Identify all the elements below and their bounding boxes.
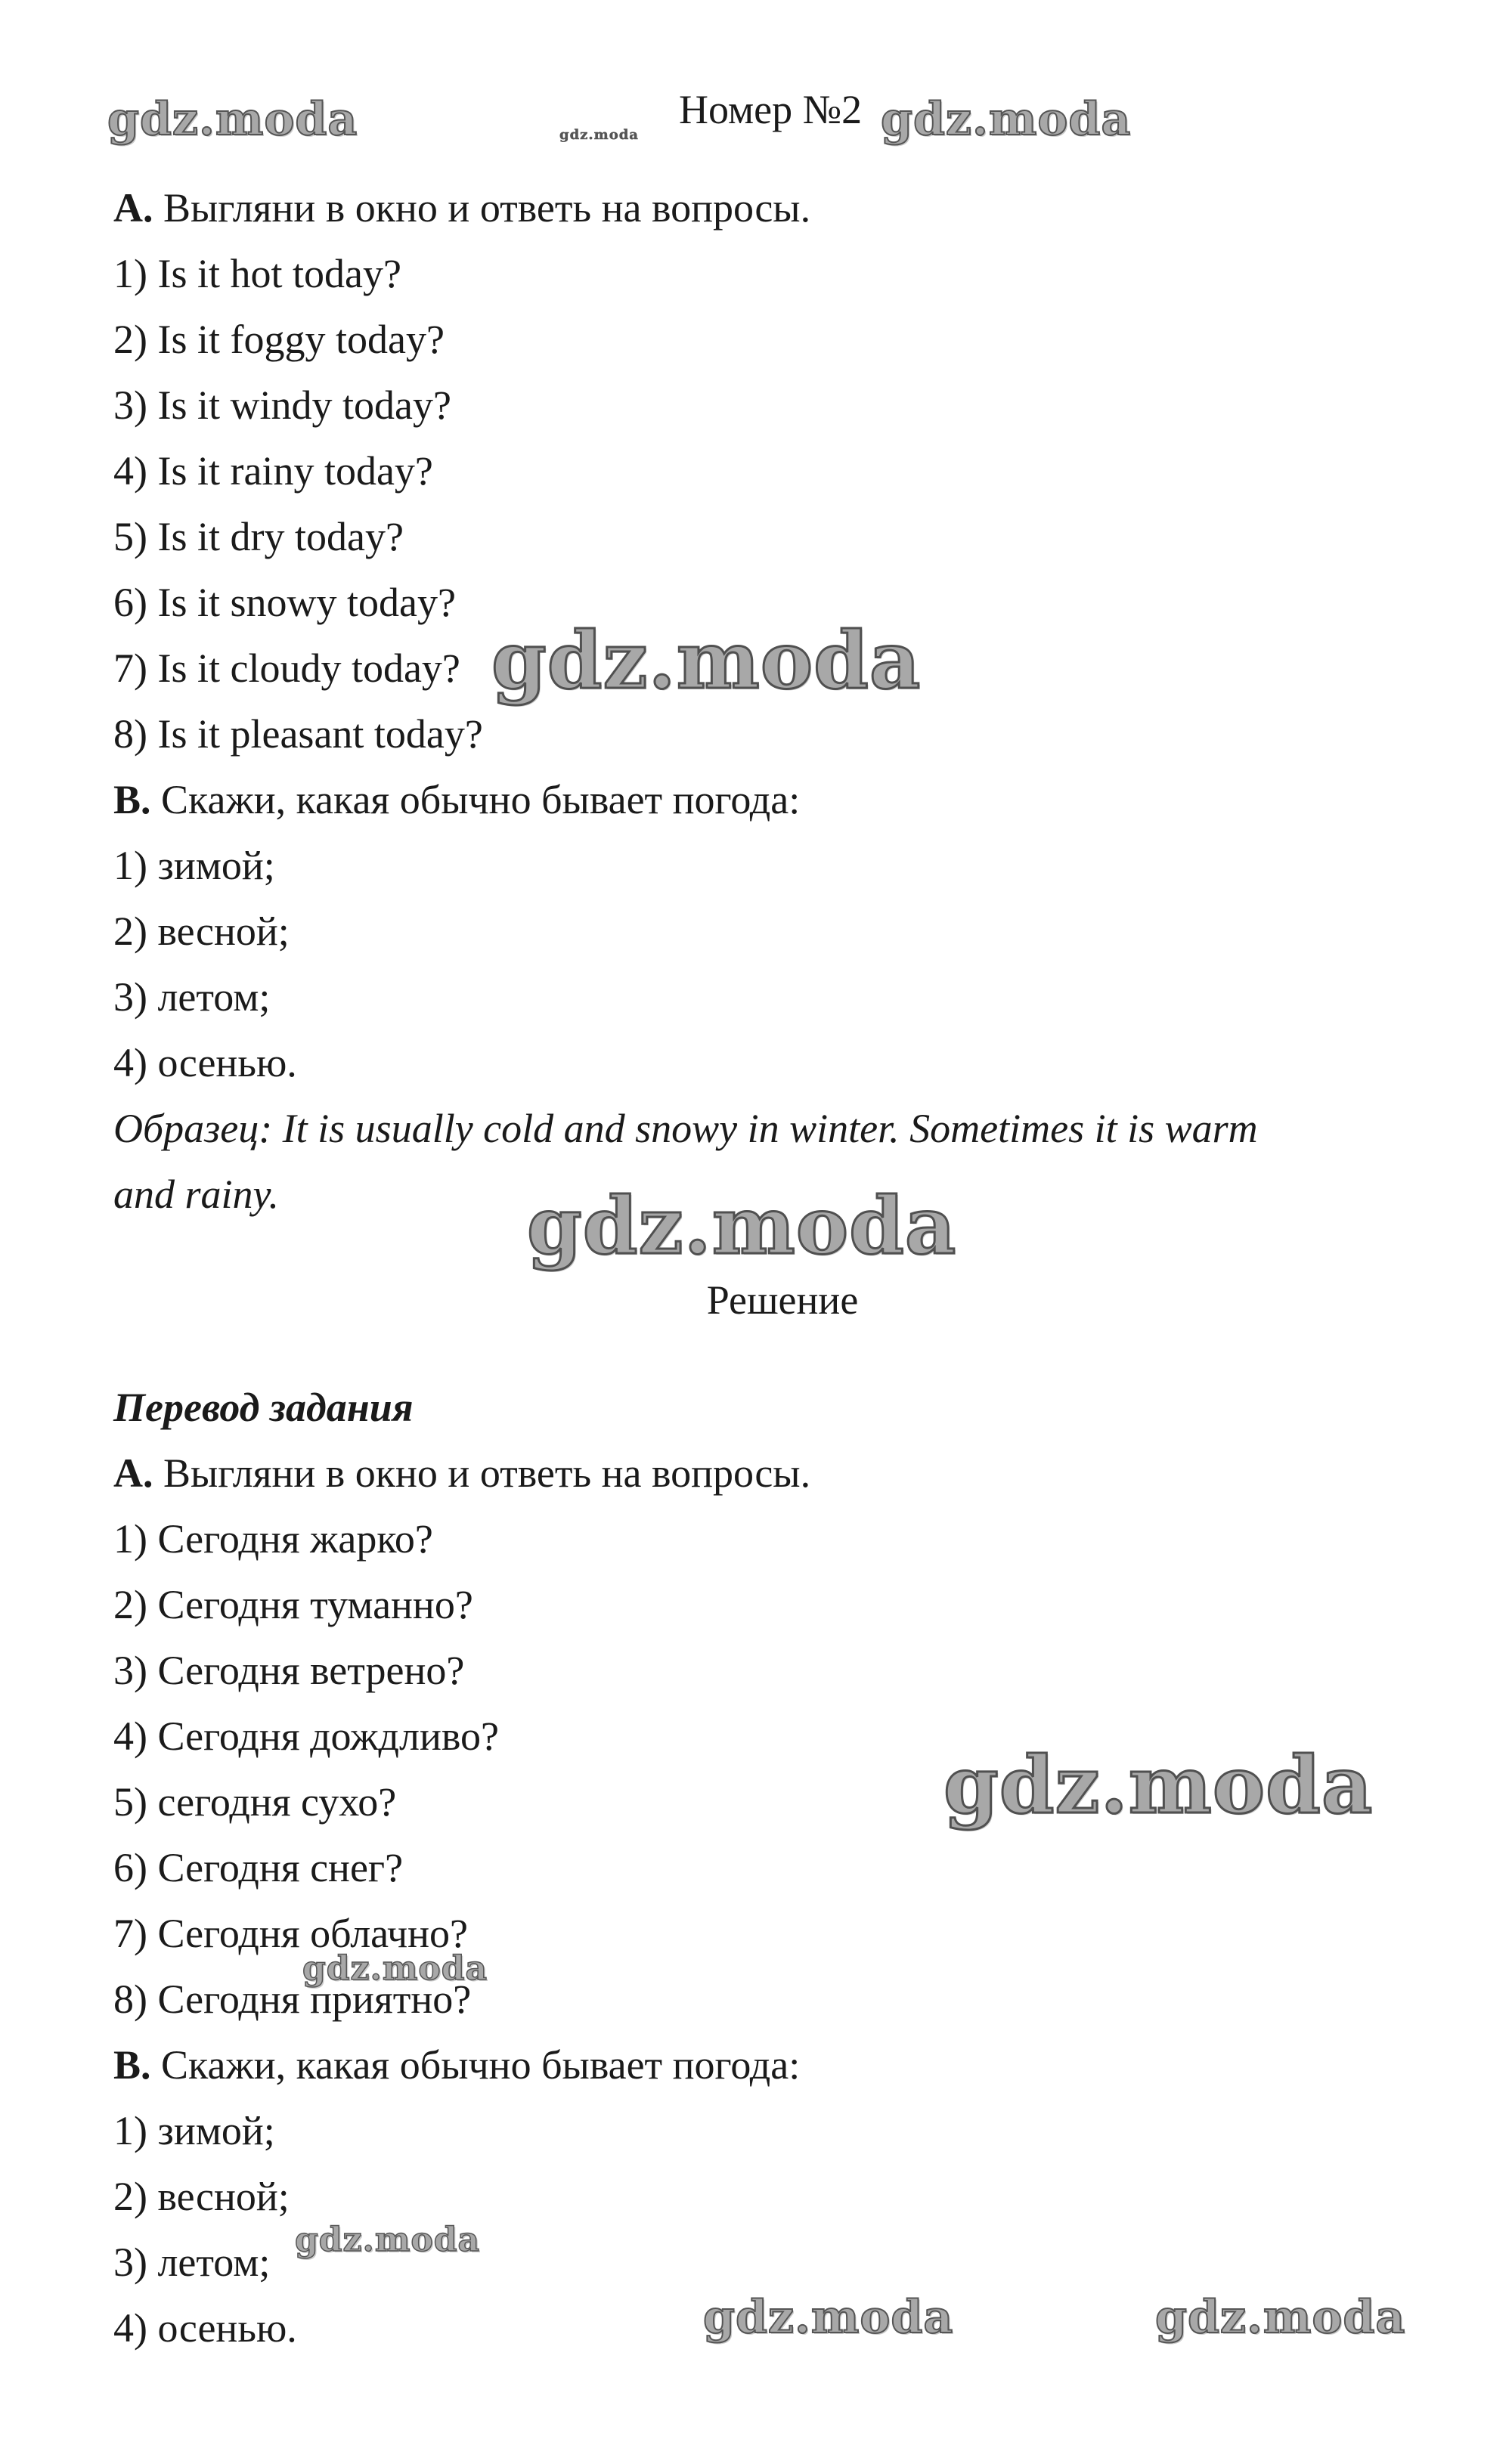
task-b-item: 4) осенью. xyxy=(113,1040,297,1085)
translation-a-item: 8) Сегодня приятно? xyxy=(113,1976,472,2022)
watermark: gdz.moda xyxy=(559,127,639,143)
solution-heading: Решение xyxy=(706,1277,859,1323)
watermark: gdz.moda xyxy=(703,2291,954,2344)
task-a-item: 5) Is it dry today? xyxy=(113,514,404,559)
page-title: Номер №2 xyxy=(679,87,863,132)
watermark: gdz.moda xyxy=(527,1179,957,1272)
translation-heading: Перевод задания xyxy=(113,1385,414,1430)
watermark: gdz.moda xyxy=(107,93,358,146)
translation-b-item: 3) летом; xyxy=(113,2240,271,2285)
translation-b-label: B. xyxy=(113,2042,151,2088)
task-a-item: 7) Is it cloudy today? xyxy=(113,645,460,691)
watermark: gdz.moda xyxy=(491,614,922,707)
translation-b-item: 4) осенью. xyxy=(113,2305,297,2351)
task-b-item: 2) весной; xyxy=(113,909,290,954)
task-a-item: 4) Is it rainy today? xyxy=(113,448,433,494)
translation-a-item: 4) Сегодня дождливо? xyxy=(113,1713,499,1759)
watermark: gdz.moda xyxy=(943,1738,1374,1831)
translation-a-item: 1) Сегодня жарко? xyxy=(113,1516,433,1562)
translation-b-text: Скажи, какая обычно бывает погода: xyxy=(161,2042,801,2088)
task-a-item: 8) Is it pleasant today? xyxy=(113,711,483,757)
translation-a-item: 7) Сегодня облачно? xyxy=(113,1911,468,1956)
translation-a-label: A. xyxy=(113,1450,153,1496)
task-a-item: 6) Is it snowy today? xyxy=(113,580,456,625)
translation-a-item: 3) Сегодня ветрено? xyxy=(113,1648,465,1693)
task-a-item: 2) Is it foggy today? xyxy=(113,317,445,362)
task-a-item: 1) Is it hot today? xyxy=(113,251,401,296)
task-b-text: Скажи, какая обычно бывает погода: xyxy=(161,777,801,822)
sample-text-continued: and rainy. xyxy=(113,1172,280,1217)
task-a-text: Выгляни в окно и ответь на вопросы. xyxy=(163,185,811,231)
task-a-item: 3) Is it windy today? xyxy=(113,382,451,428)
translation-b-item: 2) весной; xyxy=(113,2174,290,2219)
task-a-label: A. xyxy=(113,185,153,231)
translation-b-heading xyxy=(113,2042,801,2088)
task-a-heading xyxy=(113,185,811,231)
sample-text: Образец: It is usually cold and snowy in winter. Sometimes it is warm xyxy=(113,1106,1258,1151)
watermark: gdz.moda xyxy=(302,1949,488,1988)
translation-a-item: 5) сегодня сухо? xyxy=(113,1779,397,1825)
watermark: gdz.moda xyxy=(1155,2291,1406,2344)
translation-b-item: 1) зимой; xyxy=(113,2108,275,2153)
translation-a-item: 6) Сегодня снег? xyxy=(113,1845,404,1890)
task-b-label: B. xyxy=(113,777,151,822)
translation-a-item: 2) Сегодня туманно? xyxy=(113,1582,473,1627)
task-b-item: 3) летом; xyxy=(113,974,271,1020)
task-b-heading xyxy=(113,779,800,820)
translation-a-text: Выгляни в окно и ответь на вопросы. xyxy=(163,1450,811,1496)
watermark: gdz.moda xyxy=(295,2221,481,2259)
watermark: gdz.moda xyxy=(881,93,1132,146)
translation-a-heading xyxy=(113,1450,811,1496)
task-b-item: 1) зимой; xyxy=(113,843,275,888)
